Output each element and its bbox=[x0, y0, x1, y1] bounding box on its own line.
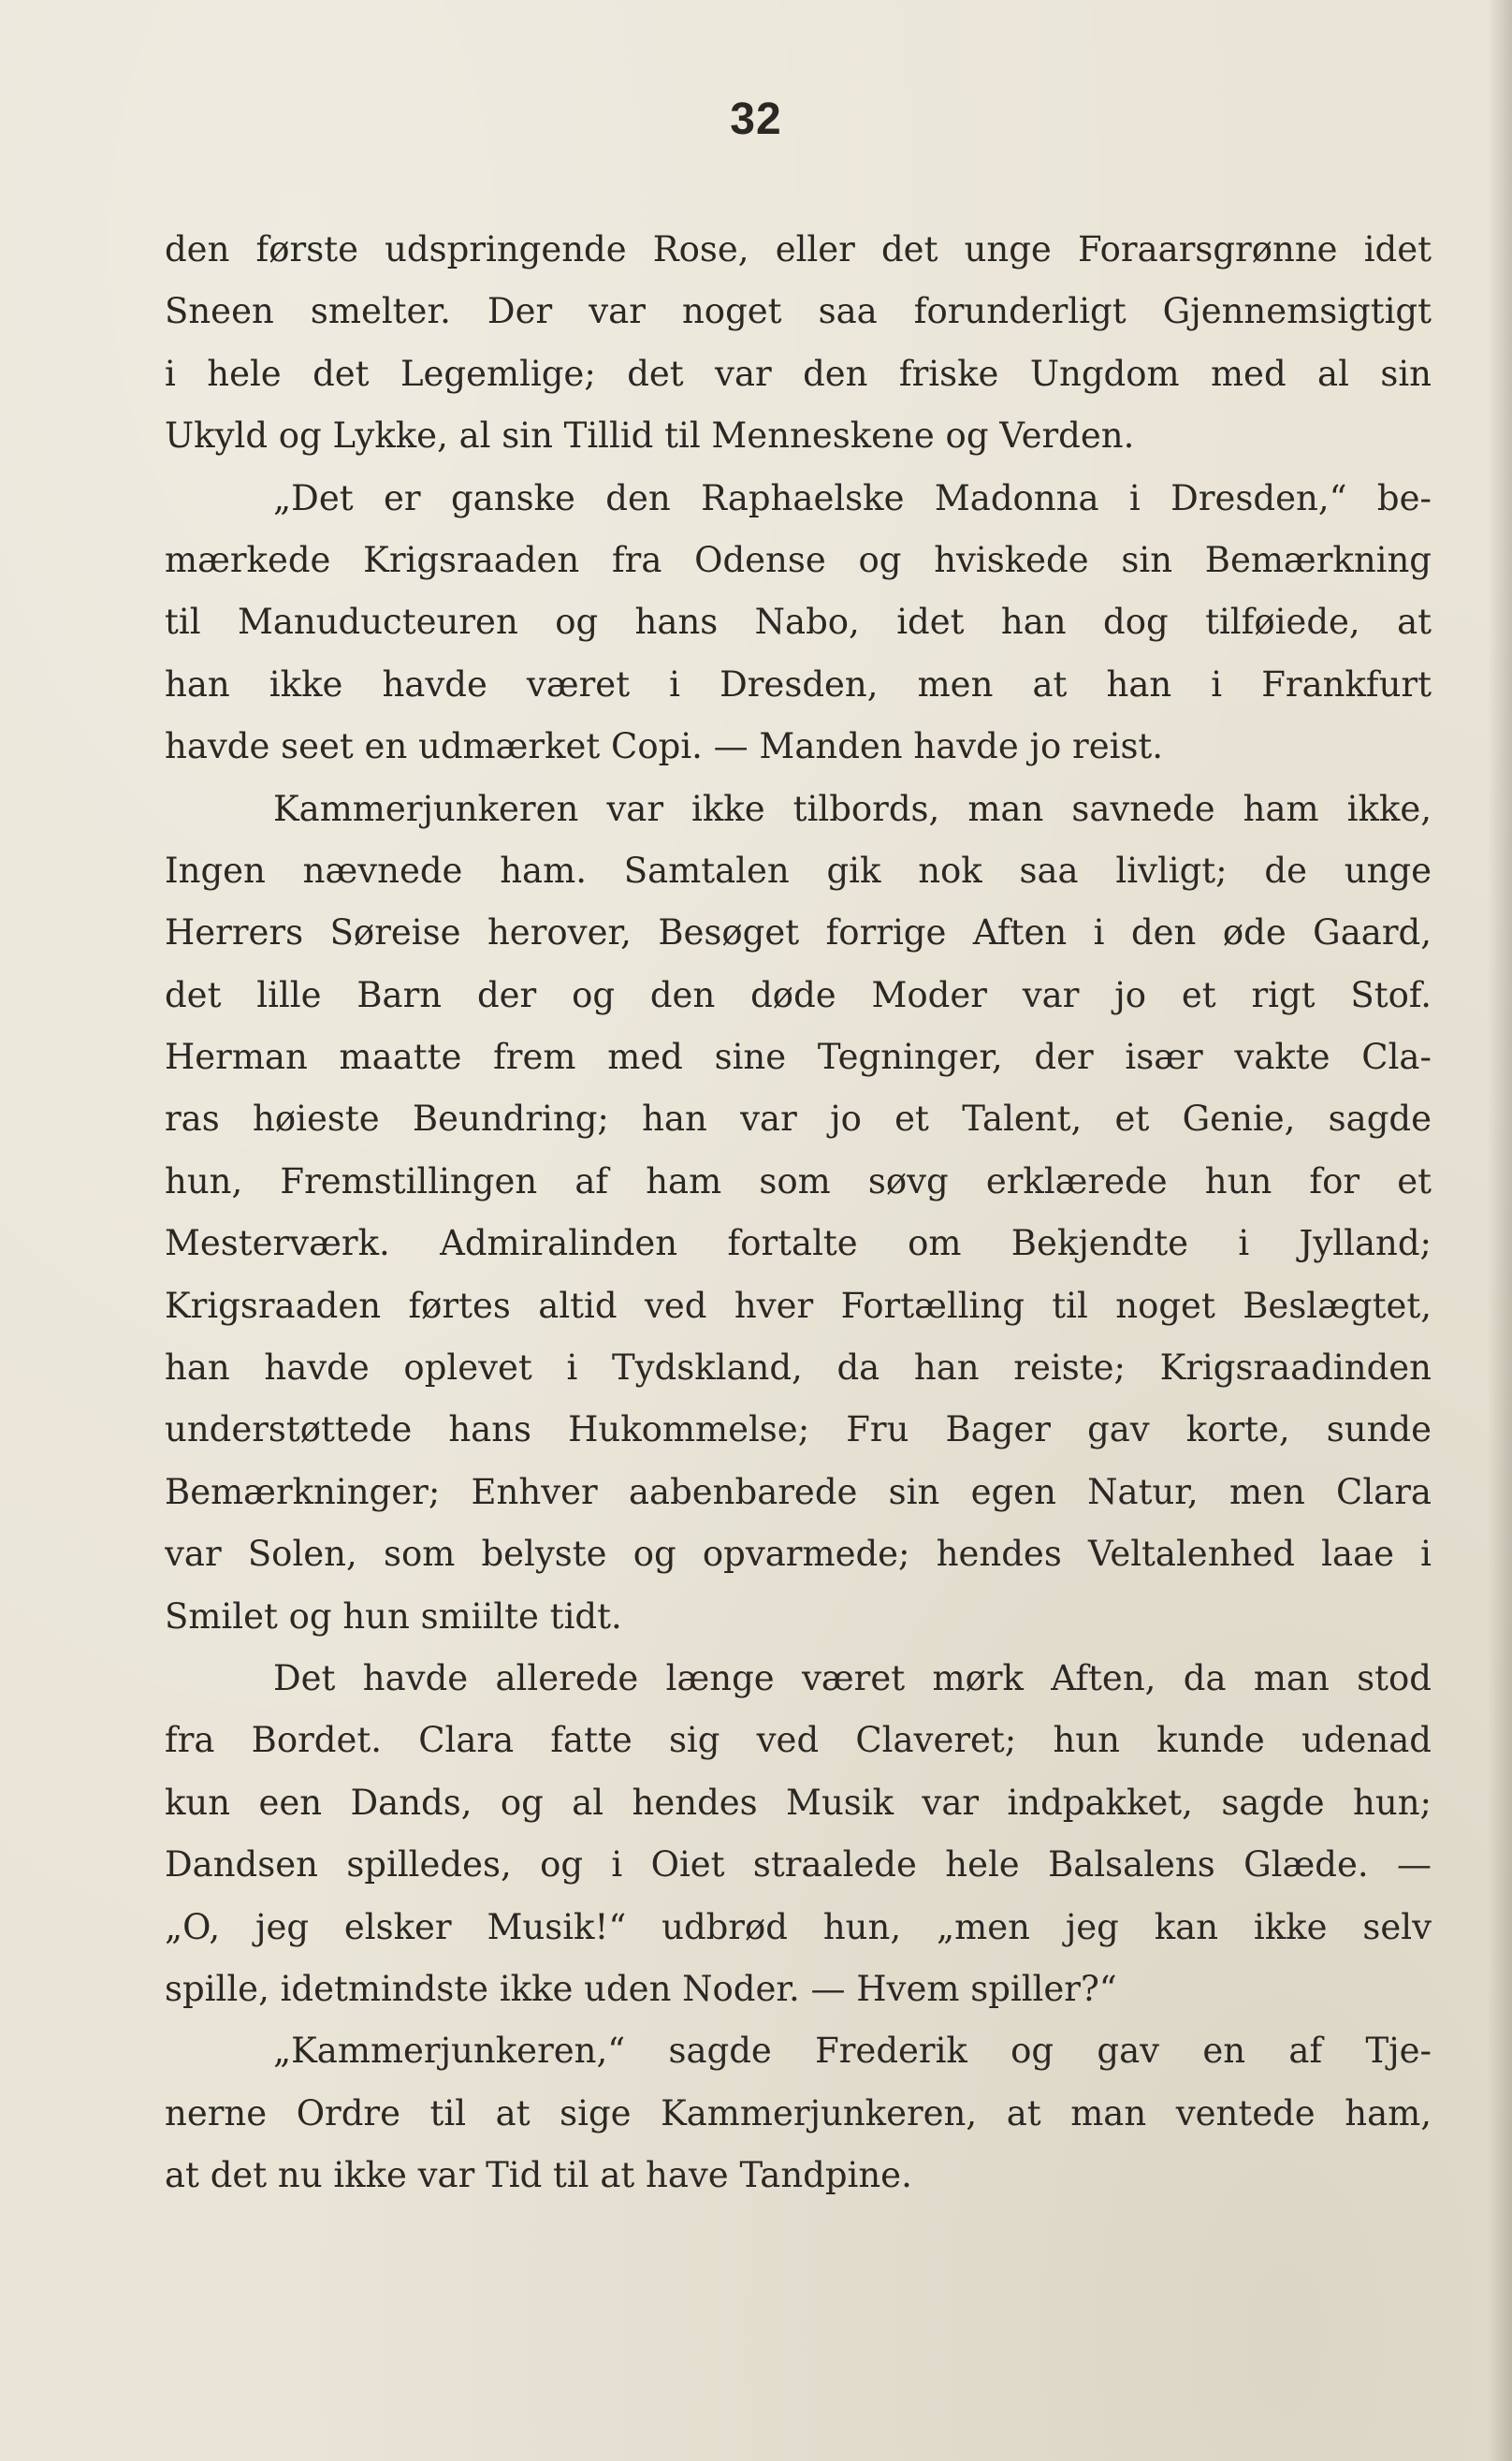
text-line: til Manuducteuren og hans Nabo, idet han dog tilføiede, at bbox=[165, 602, 1432, 643]
text-line: havde seet en udmærket Copi. — Manden havde jo reist. bbox=[165, 726, 1164, 767]
paragraph bbox=[165, 779, 1432, 1648]
text-line: Herrers Søreise herover, Besøget forrige Aften i den øde Gaard, bbox=[165, 912, 1432, 954]
text-line: nerne Ordre til at sige Kammerjunkeren, at man ventede ham, bbox=[165, 2092, 1432, 2133]
page-edge-shadow bbox=[1488, 0, 1512, 2461]
text-line: Krigsraaden førtes altid ved hver Fortælling til noget Beslægtet, bbox=[165, 1285, 1432, 1326]
text-line: Herman maatte frem med sine Tegninger, der især vakte Cla- bbox=[165, 1037, 1432, 1078]
text-line: var Solen, som belyste og opvarmede; hendes Veltalenhed laae i bbox=[165, 1534, 1432, 1575]
text-line: i hele det Legemlige; det var den friske Ungdom med al sin bbox=[165, 353, 1432, 394]
text-line: ras høieste Beundring; han var jo et Talent, et Genie, sagde bbox=[165, 1099, 1432, 1140]
text-line: Mesterværk. Admiralinden fortalte om Bekjendte i Jylland; bbox=[165, 1223, 1432, 1264]
text-line: at det nu ikke var Tid til at have Tandpine. bbox=[165, 2155, 912, 2196]
text-line: „Det er ganske den Raphaelske Madonna i Dresden,“ be- bbox=[273, 477, 1432, 518]
text-line: „Kammerjunkeren,“ sagde Frederik og gav en af Tje- bbox=[273, 2031, 1432, 2072]
paragraph bbox=[165, 1648, 1432, 2020]
text-line: den første udspringende Rose, eller det unge Foraarsgrønne idet bbox=[165, 229, 1432, 269]
text-line: Dandsen spilledes, og i Oiet straalede hele Balsalens Glæde. — bbox=[165, 1844, 1432, 1886]
text-line: Ukyld og Lykke, al sin Tillid til Menneskene og Verden. bbox=[165, 415, 1135, 457]
text-line: mærkede Krigsraaden fra Odense og hviskede sin Bemærkning bbox=[165, 539, 1432, 580]
paragraph bbox=[165, 219, 1432, 468]
text-line: han ikke havde været i Dresden, men at han i Frankfurt bbox=[165, 663, 1432, 705]
paragraph bbox=[165, 468, 1432, 779]
text-line: det lille Barn der og den døde Moder var jo et rigt Stof. bbox=[165, 974, 1432, 1015]
text-line: Sneen smelter. Der var noget saa forunderligt Gjennemsigtigt bbox=[165, 291, 1432, 332]
paragraph bbox=[165, 2020, 1432, 2206]
text-line: spille, idetmindste ikke uden Noder. — Hvem spiller?“ bbox=[165, 1968, 1117, 2009]
body-text bbox=[165, 219, 1432, 2207]
text-line: Bemærkninger; Enhver aabenbarede sin egen Natur, men Clara bbox=[165, 1471, 1432, 1512]
text-line: Ingen nævnede ham. Samtalen gik nok saa livligt; de unge bbox=[165, 850, 1432, 891]
text-line: fra Bordet. Clara fatte sig ved Claveret; hun kunde udenad bbox=[165, 1720, 1432, 1761]
text-line: kun een Dands, og al hendes Musik var indpakket, sagde hun; bbox=[165, 1782, 1432, 1823]
text-line: Kammerjunkeren var ikke tilbords, man savnede ham ikke, bbox=[273, 788, 1432, 829]
text-line: han havde oplevet i Tydskland, da han reiste; Krigsraadinden bbox=[165, 1347, 1432, 1389]
text-line: hun, Fremstillingen af ham som søvg erklærede hun for et bbox=[165, 1160, 1432, 1201]
page-number: 32 bbox=[730, 95, 782, 144]
text-line: understøttede hans Hukommelse; Fru Bager gav korte, sunde bbox=[165, 1409, 1432, 1450]
text-line: Smilet og hun smiilte tidt. bbox=[165, 1595, 622, 1637]
text-line: Det havde allerede længe været mørk Aften, da man stod bbox=[273, 1657, 1432, 1698]
text-line: „O, jeg elsker Musik!“ udbrød hun, „men jeg kan ikke selv bbox=[165, 1906, 1432, 1947]
